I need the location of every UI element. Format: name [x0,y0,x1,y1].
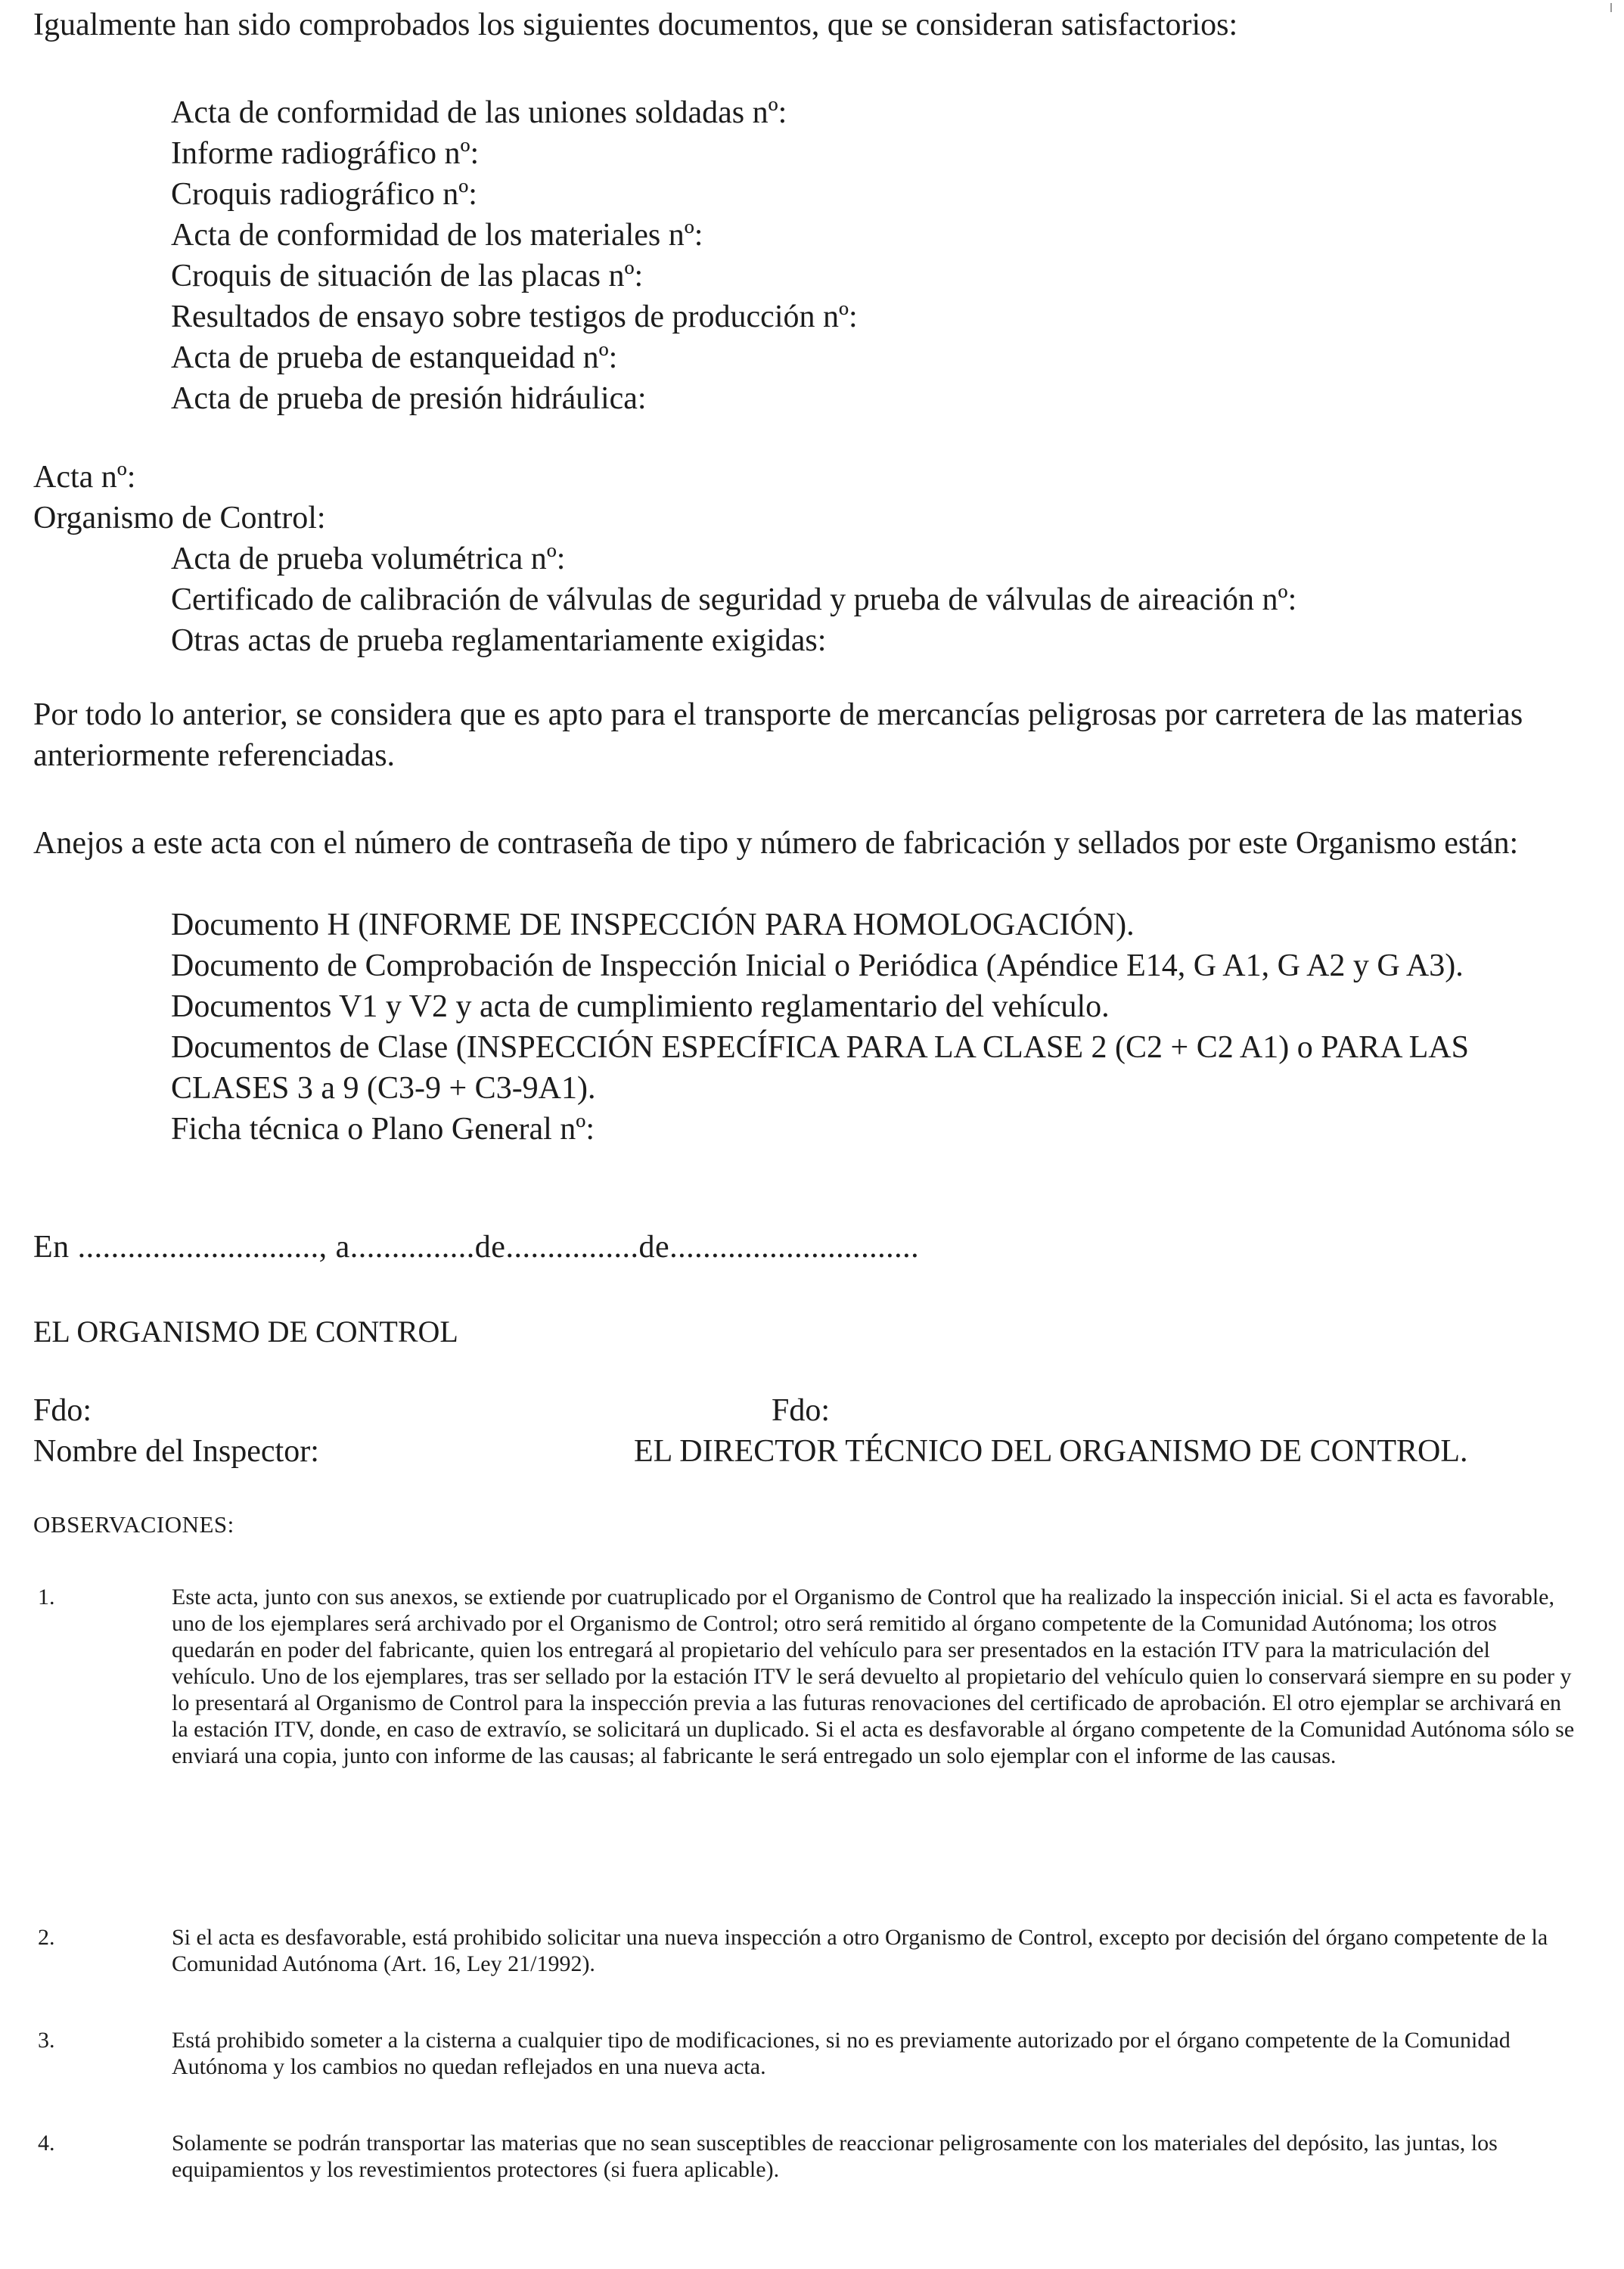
document-item: Resultados de ensayo sobre testigos de producción nº: [171,300,858,334]
anexo-item: Documentos de Clase (INSPECCIÓN ESPECÍFICA PARA LA CLASE 2 (C2 + C2 A1) o PARA LAS CLASES 3 a 9 (C3-9 + C3-9A1). [171,1030,1469,1106]
note-text: Está prohibido someter a la cisterna a cualquier tipo de modificaciones, si no es previamente autorizado por el órgano competente de la Comunidad Autónoma y los cambios no quedan reflejados en una nueva acta. [172,2028,1511,2079]
document2-item: Otras actas de prueba reglamentariamente exigidas: [171,623,827,658]
document-item: Acta de prueba de estanqueidad nº: [171,340,618,375]
anexos-intro: Anejos a este acta con el número de contraseña de tipo y número de fabricación y sellados por este Organismo están: [33,826,1519,861]
organismo-label: Organismo de Control: [33,501,326,535]
documents2-list [171,539,1591,661]
documents-list [171,92,1591,419]
signature-name-right: EL DIRECTOR TÉCNICO DEL ORGANISMO DE CONTROL. [634,1434,1468,1469]
intro-paragraph: Igualmente han sido comprobados los siguientes documentos, que se consideran satisfactorios: [33,8,1238,42]
organismo-title: EL ORGANISMO DE CONTROL [33,1315,458,1349]
document-item: Croquis de situación de las placas nº: [171,259,644,293]
signature-inspector [33,1390,319,1472]
signature-fdo-right: Fdo: [772,1393,831,1428]
signature-fdo-left: Fdo: [33,1393,92,1428]
signature-director [634,1390,1467,1472]
document-item: Acta de prueba de presión hidráulica: [171,381,647,416]
anexo-item: Documento H (INFORME DE INSPECCIÓN PARA HOMOLOGACIÓN). [171,908,1135,942]
document-item: Acta de conformidad de los materiales nº: [171,218,703,253]
note-text: Si el acta es desfavorable, está prohibido solicitar una nueva inspección a otro Organismo de Control, excepto por decisión del órgano competente de la Comunidad Autónoma (Art. 16, Ley 21/1992). [172,1925,1548,1976]
note-number: 1. [38,1585,55,1609]
anexo-item: Ficha técnica o Plano General nº: [171,1112,595,1147]
acta-label: Acta nº: [33,460,136,495]
note-number: 4. [38,2131,55,2156]
signature-name-left: Nombre del Inspector: [33,1434,319,1469]
anexo-item: Documentos V1 y V2 y acta de cumplimiento reglamentario del vehículo. [171,989,1110,1024]
document-item: Acta de conformidad de las uniones soldadas nº: [171,95,787,130]
document2-item: Certificado de calibración de válvulas de seguridad y prueba de válvulas de aireación nº: [171,582,1297,617]
observaciones-title: OBSERVACIONES: [33,1511,234,1538]
anexo-item: Documento de Comprobación de Inspección Inicial o Periódica (Apéndice E14, G A1, G A2 y G A3). [171,948,1464,983]
date-line: En ............................., a...............de................de.............................. [33,1230,920,1265]
note-text: Solamente se podrán transportar las materias que no sean susceptibles de reaccionar peligrosamente con los materiales del depósito, las juntas, los equipamientos y los revestimientos protectores (si fuera aplicable). [172,2131,1498,2182]
note-number: 2. [38,1925,55,1950]
acta-block [33,457,1591,539]
conclusion-paragraph: Por todo lo anterior, se considera que es apto para el transporte de mercancías peligrosas por carretera de las materias anteriormente referenciadas. [33,697,1523,773]
note-text: Este acta, junto con sus anexos, se extiende por cuatruplicado por el Organismo de Control que ha realizado la inspección inicial. Si el acta es favorable, uno de los ejemplares será archivado por el Organismo de Control; otro será remitido al órgano competente de la Comunidad Autónoma; los otros quedarán en poder del fabricante, quien los entregará al propietario del vehículo para ser presentados en la estación ITV para la matriculación del vehículo. Uno de los ejemplares, tras ser sellado por la estación ITV le será devuelto al propietario del vehículo quien lo conservará siempre en su poder y lo presentará al Organismo de Control para la inspección previa a las futuras renovaciones del certificado de aprobación. El otro ejemplar se archivará en la estación ITV, donde, en caso de extravío, se solicitará un duplicado. Si el acta es desfavorable al órgano competente de la Comunidad Autónoma sólo se enviará una copia, junto con informe de las causas; al fabricante le será entregado un solo ejemplar con el informe de las causas. [172,1585,1575,1768]
scan-mark [1610,3,1612,12]
anexos-list [171,905,1591,1150]
note-number: 3. [38,2028,55,2053]
document-item: Croquis radiográfico nº: [171,177,477,212]
document2-item: Acta de prueba volumétrica nº: [171,542,566,576]
document-item: Informe radiográfico nº: [171,136,480,171]
